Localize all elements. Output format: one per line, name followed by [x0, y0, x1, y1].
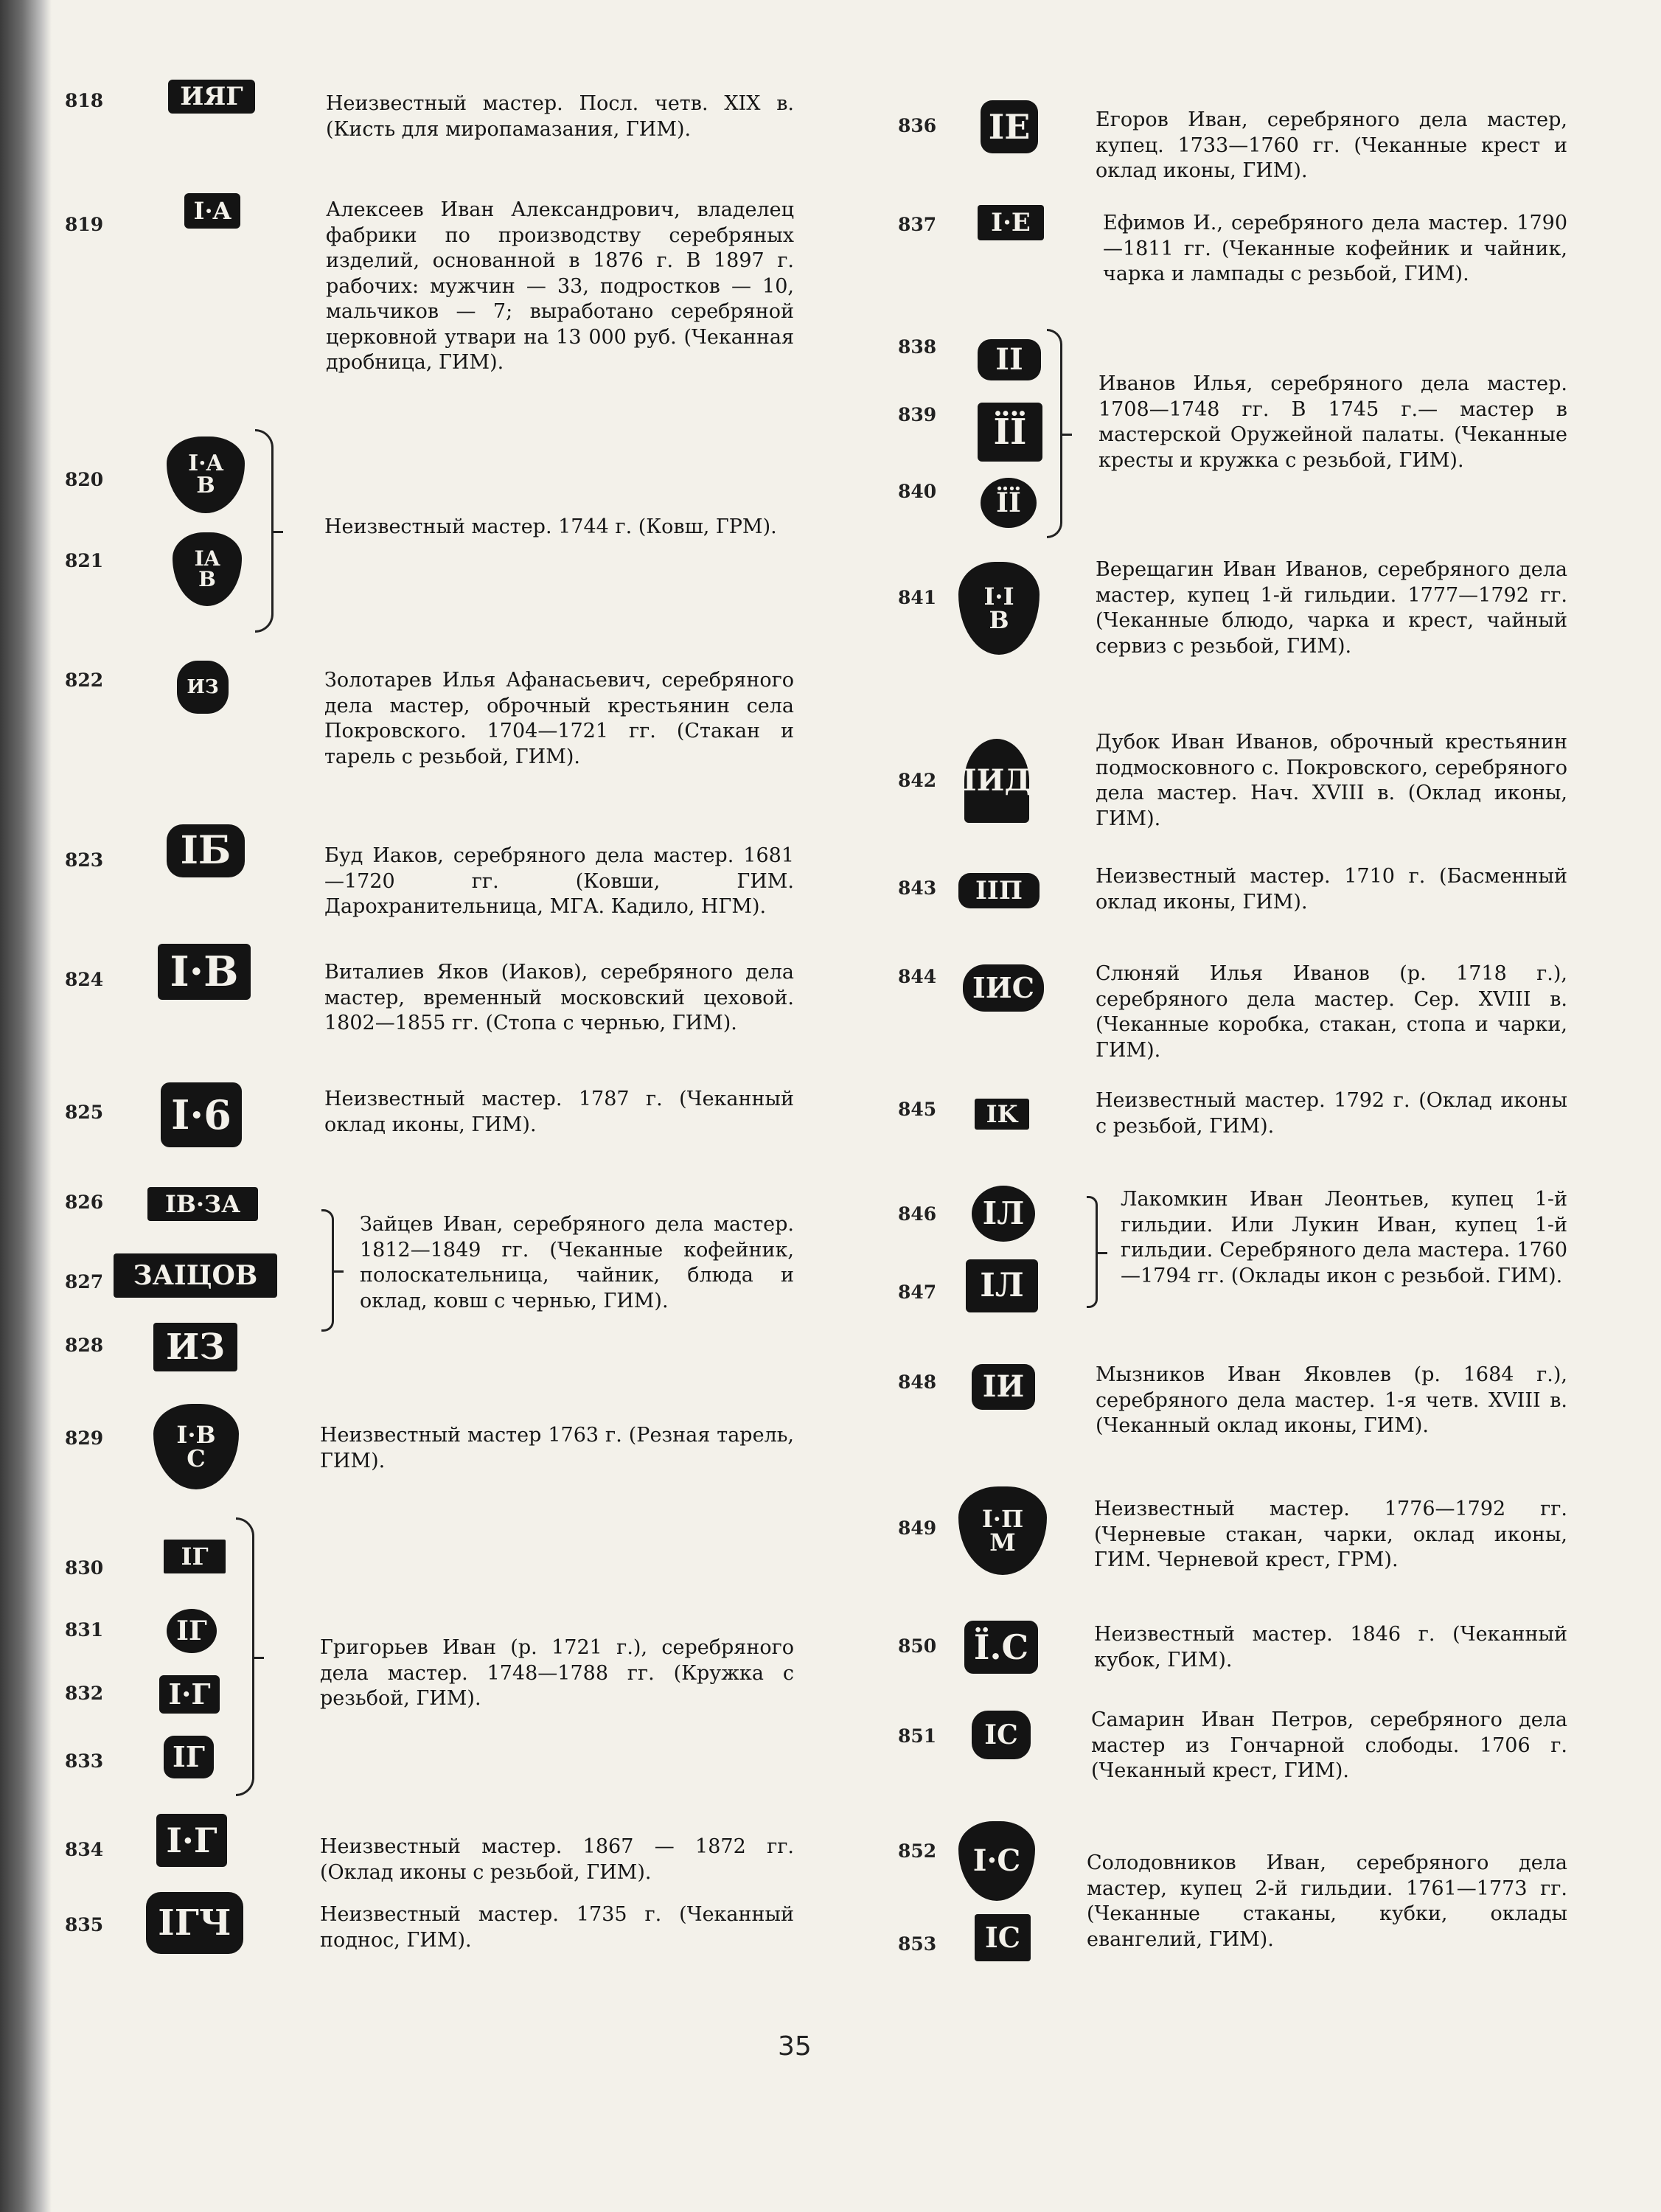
grouping-brace	[1087, 1196, 1098, 1308]
hallmark-stamp: IИ	[972, 1364, 1035, 1410]
hallmark-stamp: IK	[975, 1099, 1029, 1130]
grouping-brace	[1047, 329, 1062, 538]
hallmark-stamp: IГЧ	[146, 1892, 243, 1954]
entry-number: 821	[65, 550, 104, 571]
hallmark-stamp: I·Г	[159, 1675, 220, 1714]
entry-number: 851	[898, 1725, 937, 1747]
page-number: 35	[778, 2031, 812, 2062]
entry-number: 835	[65, 1914, 104, 1935]
crowned-hallmark-stamp: IГ	[164, 1540, 226, 1573]
entry-number: 852	[898, 1840, 937, 1862]
entry-number: 831	[65, 1619, 104, 1641]
heart-hallmark-stamp: I·A B	[167, 437, 245, 513]
heart-hallmark-stamp: I·B C	[153, 1404, 239, 1489]
heart-hallmark-stamp: I·C	[958, 1821, 1035, 1901]
entry-number: 847	[898, 1281, 937, 1303]
entry-description: Неизвестный мастер. 1735 г. (Чеканный поднос, ГИМ).	[320, 1903, 794, 1952]
entry-number: 826	[65, 1192, 104, 1213]
entry-description: Виталиев Яков (Иаков), серебряного дела мастер, временный московский цеховой. 1802—1855 гг. (Стопа с чернью, ГИМ).	[324, 961, 794, 1034]
entry-description: Слюняй Илья Иванов (р. 1718 г.), серебряного дела мастер. Сер. XVIII в. (Чеканные коробка, стакан, стопа и чарки, ГИМ).	[1096, 962, 1567, 1062]
entry-number: 820	[65, 469, 104, 490]
entry-number: 818	[65, 90, 104, 111]
entry-description: Неизвестный мастер. 1744 г. (Ковш, ГРМ).	[324, 515, 777, 538]
entry-number: 850	[898, 1635, 937, 1657]
entry-number: 824	[65, 969, 104, 990]
hallmark-stamp: ИЗ	[153, 1323, 237, 1371]
entry-number: 827	[65, 1271, 104, 1293]
arched-hallmark-stamp: IИД	[964, 739, 1029, 823]
entry-description: Самарин Иван Петров, серебряного дела мастер из Гончарной слободы. 1706 г. (Чеканный крест, ГИМ).	[1091, 1708, 1567, 1782]
hallmark-stamp: I·B	[158, 944, 251, 1000]
hallmark-stamp: ÏÏ	[981, 478, 1037, 528]
entry-description: Неизвестный мастер. 1792 г. (Оклад иконы с резьбой, ГИМ).	[1096, 1089, 1567, 1138]
hallmark-stamp: Ï.C	[964, 1621, 1038, 1674]
entry-description: Неизвестный мастер. Посл. четв. XIX в. (Кисть для миропамазания, ГИМ).	[326, 92, 794, 141]
page-binding-shadow	[0, 0, 52, 2212]
entry-number: 834	[65, 1839, 104, 1860]
hallmark-stamp: IC	[975, 1914, 1031, 1961]
entry-number: 836	[898, 115, 937, 136]
entry-description: Неизвестный мастер. 1776—1792 гг. (Черневые стакан, чарки, оклад иконы, ГИМ. Черневой крест, ГРМ).	[1094, 1498, 1567, 1571]
entry-description: Егоров Иван, серебряного дела мастер, купец. 1733—1760 гг. (Чеканные крест и оклад иконы, ГИМ).	[1096, 108, 1567, 182]
entry-description: Зайцев Иван, серебряного дела мастер. 1812—1849 гг. (Чеканные кофейник, полоскательница, чайник, блюда и оклад, ковш с чернью, ГИМ).	[360, 1213, 794, 1312]
entry-description: Неизвестный мастер. 1867 — 1872 гг. (Оклад иконы с резьбой, ГИМ).	[320, 1835, 794, 1884]
hallmark-stamp: IГ	[167, 1609, 217, 1653]
entry-description: Солодовников Иван, серебряного дела мастер, купец 2-й гильдии. 1761—1773 гг. (Чеканные стаканы, кубки, оклады евангелий, ГИМ).	[1087, 1851, 1567, 1951]
entry-description: Неизвестный мастер. 1787 г. (Чеканный оклад иконы, ГИМ).	[324, 1088, 794, 1136]
entry-number: 843	[898, 877, 937, 899]
hallmark-stamp: IИС	[963, 964, 1044, 1012]
entry-number: 842	[898, 770, 937, 791]
hallmark-stamp: IЛ	[972, 1186, 1035, 1242]
heart-hallmark-stamp: I·П M	[958, 1486, 1047, 1575]
hallmark-stamp: IB·ЗА	[147, 1187, 258, 1221]
heart-hallmark-stamp: I·I B	[958, 562, 1040, 655]
entry-number: 828	[65, 1335, 104, 1356]
hallmark-stamp: I·A	[184, 193, 240, 229]
hallmark-stamp: IE	[981, 100, 1038, 153]
grouping-brace	[255, 429, 274, 633]
entry-number: 833	[65, 1750, 104, 1772]
entry-description: Лакомкин Иван Леонтьев, купец 1-й гильдии. Или Лукин Иван, купец 1-й гильдии. Серебряного дела мастера. 1760—1794 гг. (Оклады икон с резьбой. ГИМ).	[1121, 1188, 1567, 1287]
hallmark-stamp: ЗАIЦОВ	[114, 1253, 277, 1298]
hallmark-stamp: I·Г	[156, 1814, 227, 1867]
entry-number: 840	[898, 481, 937, 502]
hallmark-stamp: ИЯГ	[168, 80, 255, 114]
hallmark-stamp: IIП	[958, 873, 1040, 908]
entry-number: 839	[898, 404, 937, 425]
hallmark-stamp: IЛ	[966, 1259, 1038, 1312]
entry-number: 845	[898, 1099, 937, 1120]
entry-number: 838	[898, 336, 937, 358]
entry-number: 829	[65, 1427, 104, 1449]
entry-description: Иванов Илья, серебряного дела мастер. 1708—1748 гг. В 1745 г.— мастер в мастерской Оружейной палаты. (Чеканные кресты и кружка с резьбой, ГИМ).	[1098, 372, 1567, 472]
entry-description: Григорьев Иван (р. 1721 г.), серебряного дела мастер. 1748—1788 гг. (Кружка с резьбой, ГИМ).	[320, 1636, 794, 1710]
entry-description: Неизвестный мастер 1763 г. (Резная тарель, ГИМ).	[320, 1424, 794, 1472]
hallmark-stamp: ÏÏ	[978, 403, 1042, 462]
grouping-brace	[321, 1209, 334, 1332]
hallmark-stamp: II	[978, 339, 1041, 380]
entry-description: Верещагин Иван Иванов, серебряного дела мастер, купец 1-й гильдии. 1777—1792 гг. (Чеканные блюдо, чарка и крест, чайный сервиз с резьбой, ГИМ).	[1096, 558, 1567, 658]
heart-hallmark-stamp: IA B	[173, 532, 242, 606]
grouping-brace	[236, 1517, 254, 1796]
entry-number: 832	[65, 1683, 104, 1704]
entry-number: 822	[65, 669, 104, 691]
entry-number: 853	[898, 1933, 937, 1955]
entry-number: 849	[898, 1517, 937, 1539]
entry-number: 823	[65, 849, 104, 871]
entry-number: 819	[65, 214, 104, 235]
entry-description: Буд Иаков, серебряного дела мастер. 1681—1720 гг. (Ковши, ГИМ. Дарохранительница, МГА. Кадило, НГМ).	[324, 844, 794, 918]
entry-number: 841	[898, 587, 937, 608]
hallmark-stamp: I·E	[978, 205, 1044, 240]
entry-number: 825	[65, 1102, 104, 1123]
entry-description: Ефимов И., серебряного дела мастер. 1790—1811 гг. (Чеканные кофейник и чайник, чарка и лампады с резьбой, ГИМ).	[1103, 212, 1567, 285]
entry-number: 844	[898, 966, 937, 987]
entry-description: Мызников Иван Яковлев (р. 1684 г.), серебряного дела мастер. 1-я четв. XVIII в. (Чеканный оклад иконы, ГИМ).	[1096, 1363, 1567, 1437]
hallmark-stamp: IC	[972, 1711, 1031, 1759]
hallmark-stamp: IГ	[164, 1736, 214, 1778]
entry-number: 846	[898, 1203, 937, 1225]
hallmark-stamp: I·6	[161, 1082, 242, 1147]
hallmark-stamp: IБ	[167, 824, 245, 877]
entry-description: Алексеев Иван Александрович, владелец фабрики по производству серебряных изделий, основанной в 1876 г. В 1897 г. рабочих: мужчин — 33, подростков — 10, мальчиков — 7; выработано серебряной церковной утвари на 13 000 руб. (Чеканная дробница, ГИМ).	[326, 198, 794, 374]
entry-number: 830	[65, 1557, 104, 1579]
entry-description: Неизвестный мастер. 1846 г. (Чеканный кубок, ГИМ).	[1094, 1623, 1567, 1672]
entry-description: Золотарев Илья Афанасьевич, серебряного дела мастер, оброчный крестьянин села Покровского. 1704—1721 гг. (Стакан и тарель с резьбой, ГИМ).	[324, 669, 794, 768]
entry-number: 848	[898, 1371, 937, 1393]
entry-description: Дубок Иван Иванов, оброчный крестьянин подмосковного с. Покровского, серебряного дела мастер. Нач. XVIII в. (Оклад иконы, ГИМ).	[1096, 731, 1567, 830]
entry-number: 837	[898, 214, 937, 235]
flower-hallmark-stamp: ИЗ	[177, 661, 229, 714]
entry-description: Неизвестный мастер. 1710 г. (Басменный оклад иконы, ГИМ).	[1096, 865, 1567, 914]
